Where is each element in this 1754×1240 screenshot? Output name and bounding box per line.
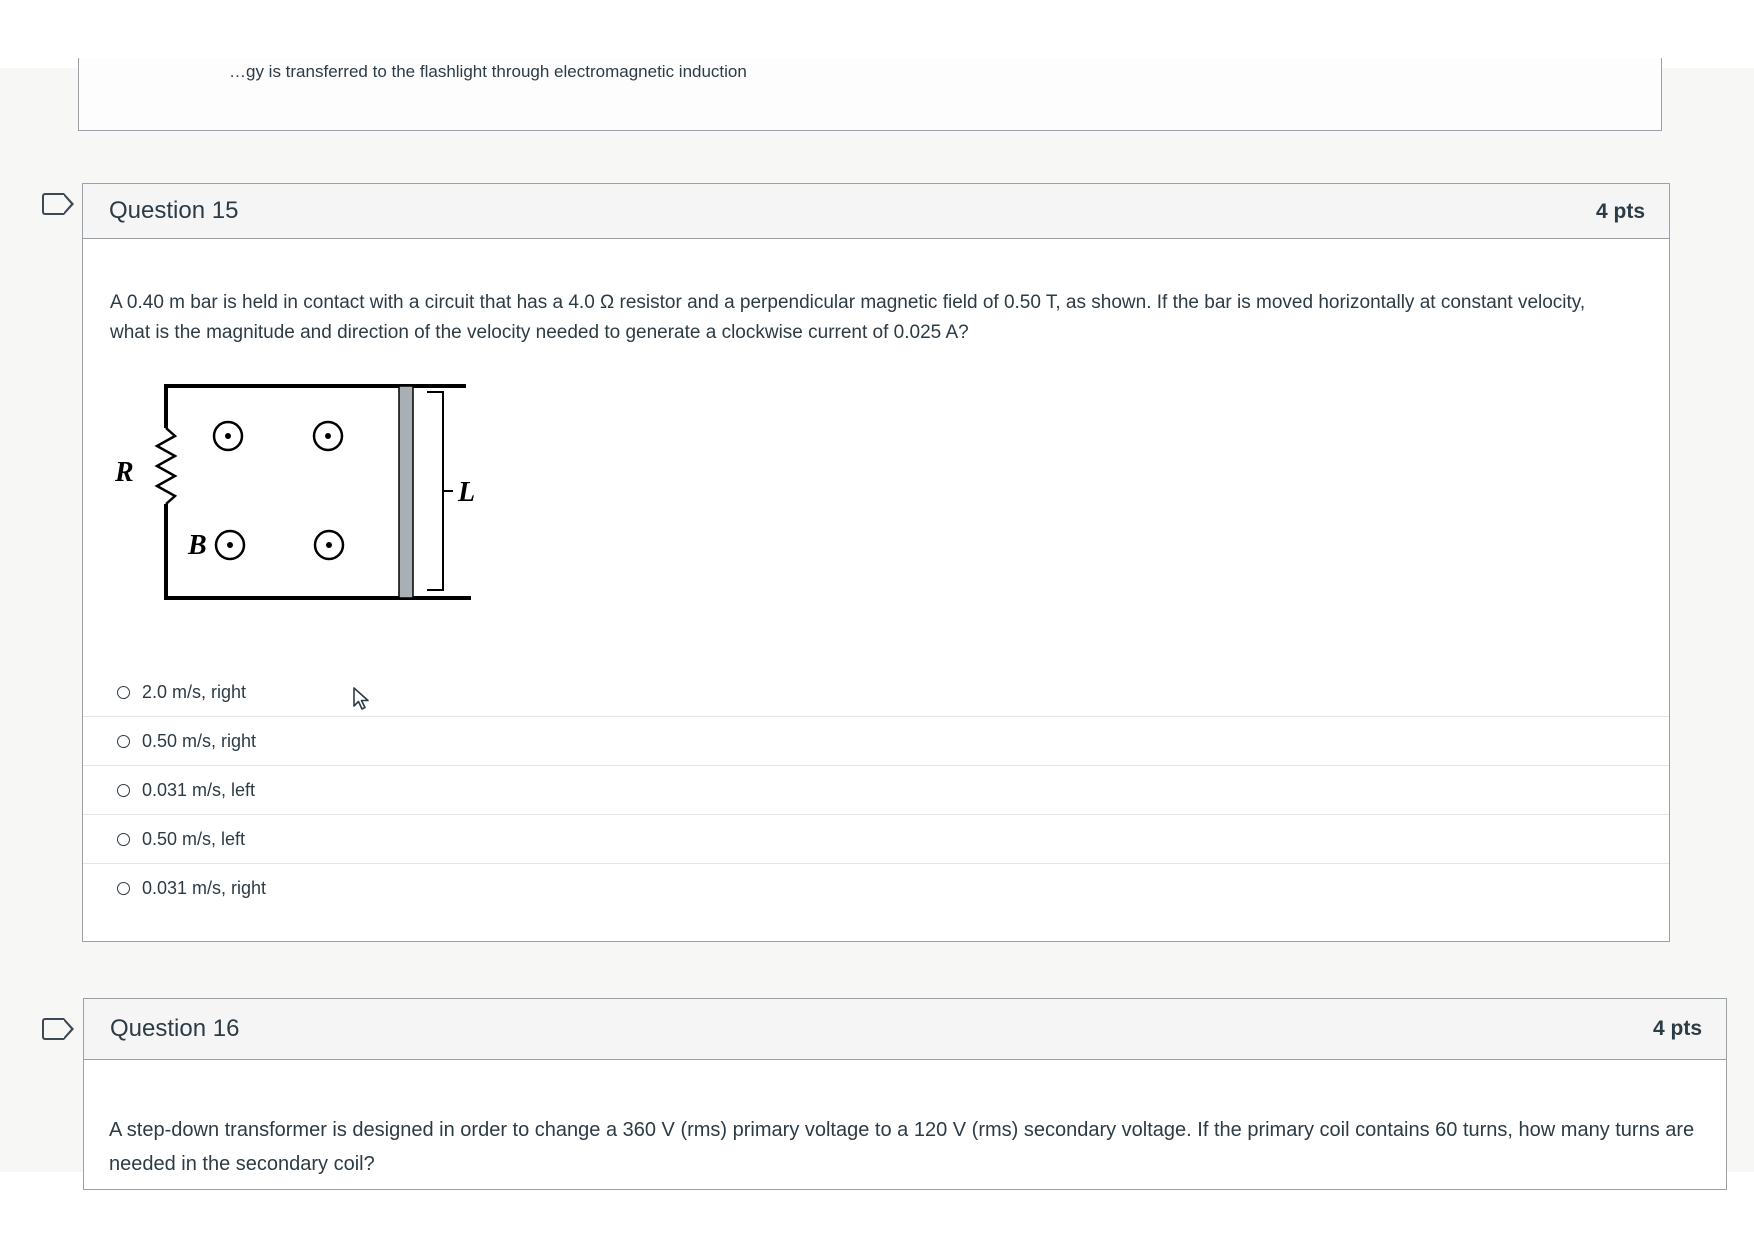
answer-label[interactable]: 0.50 m/s, right xyxy=(142,730,257,751)
question-15-title: Question 15 xyxy=(109,197,239,224)
radio-button[interactable] xyxy=(117,735,130,748)
answer-label[interactable]: 2.0 m/s, right xyxy=(142,681,247,702)
rail-circuit-diagram xyxy=(103,380,503,620)
answer-option[interactable] xyxy=(83,716,1669,765)
question-16-header xyxy=(84,999,1726,1060)
length-bracket xyxy=(427,392,443,590)
answer-label[interactable]: 0.031 m/s, left xyxy=(142,779,256,800)
sliding-bar xyxy=(399,386,413,598)
answer-option[interactable] xyxy=(83,863,1669,912)
question-15-points: 4 pts xyxy=(1595,200,1645,223)
field-out-of-page-icon xyxy=(216,531,244,559)
field-out-of-page-icon xyxy=(315,531,343,559)
field-label: B xyxy=(188,530,207,561)
question-16-points: 4 pts xyxy=(1652,1017,1702,1040)
answer-option[interactable] xyxy=(83,765,1669,814)
length-label: L xyxy=(458,477,476,508)
question-16-title: Question 16 xyxy=(110,1015,240,1042)
resistor-label: R xyxy=(115,457,134,488)
radio-button[interactable] xyxy=(117,833,130,846)
question-15-header xyxy=(83,184,1669,239)
answer-label[interactable]: 0.50 m/s, left xyxy=(142,828,246,849)
question-16-card xyxy=(83,998,1727,1190)
previous-question-card xyxy=(78,58,1662,131)
resistor-zigzag xyxy=(157,428,175,504)
question-16-prompt: A step-down transformer is designed in order to change a 360 V (rms) primary voltage to a 120 V (rms) secondary voltage. If the primary coil contains 60 turns, how many turns are needed in the secondary coil? xyxy=(109,1119,1695,1175)
radio-button[interactable] xyxy=(117,882,130,895)
answer-label[interactable]: 0.031 m/s, right xyxy=(142,877,267,898)
answer-option[interactable] xyxy=(83,814,1669,863)
question-15-prompt: A 0.40 m bar is held in contact with a circuit that has a 4.0 Ω resistor and a perpendicular magnetic field of 0.50 T, as shown. If the bar is moved horizontally at constant velocity, what is the magnitude and direction of the velocity needed to generate a clockwise current of 0.025 A? xyxy=(110,292,1586,343)
previous-question-text: …gy is transferred to the flashlight through electromagnetic induction xyxy=(229,62,747,81)
flag-question-15-icon[interactable] xyxy=(42,193,64,215)
field-out-of-page-icon xyxy=(314,422,342,450)
radio-button[interactable] xyxy=(117,784,130,797)
radio-button[interactable] xyxy=(117,686,130,699)
answer-option[interactable] xyxy=(83,668,1669,716)
flag-question-16-icon[interactable] xyxy=(42,1018,64,1040)
field-out-of-page-icon xyxy=(214,422,242,450)
question-15-answers xyxy=(83,668,1669,912)
mouse-pointer-icon xyxy=(352,686,372,712)
question-15-card xyxy=(82,183,1670,942)
